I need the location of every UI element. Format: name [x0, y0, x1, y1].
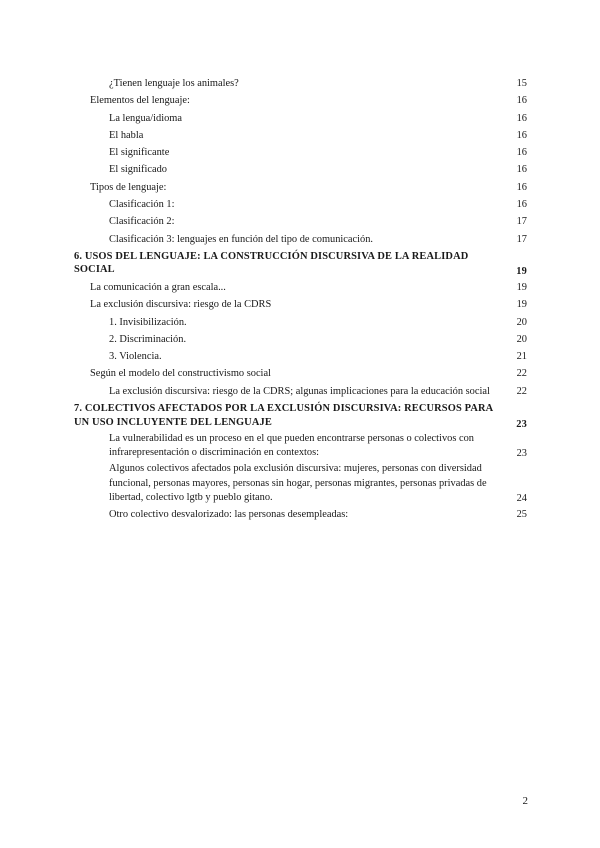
toc-entry-title: La lengua/idioma [109, 112, 182, 124]
toc-entry-page: 19 [516, 266, 527, 278]
toc-entry-page: 25 [516, 509, 527, 521]
toc-entry-page: 15 [516, 78, 527, 89]
toc-entry[interactable] [72, 231, 527, 248]
toc-entry-title: 7. COLECTIVOS AFECTADOS POR LA EXCLUSIÓN DISCURSIVA: RECURSOS PARA UN USO INCLUYENTE DEL LENGUAJE [74, 403, 493, 428]
toc-entry[interactable] [72, 383, 527, 400]
toc-entry-title: El significante [109, 147, 170, 159]
toc-entry-page: 16 [516, 129, 527, 141]
toc-entry[interactable] [72, 431, 527, 461]
toc-entry[interactable] [72, 461, 527, 506]
toc-entry-page: 17 [516, 233, 527, 245]
toc-entry-page: 16 [516, 95, 527, 107]
toc-entry-page: 20 [516, 333, 527, 345]
toc-entry-title: 2. Discriminación. [109, 333, 187, 345]
toc-entry[interactable] [72, 348, 527, 365]
toc-entry-title: La exclusión discursiva: riesgo de la CDRS [90, 299, 272, 311]
toc-entry[interactable] [72, 179, 527, 196]
toc-entry[interactable] [72, 213, 527, 230]
toc-entry-page: 24 [516, 492, 527, 504]
toc-entry[interactable] [72, 331, 527, 348]
toc-entry-title: La vulnerabilidad es un proceso en el que pueden encontrarse personas o colectivos con infrarepresentación o discriminación en contextos: [109, 433, 474, 459]
toc-entry-title: El significado [109, 164, 168, 176]
toc-entry-page: 16 [516, 164, 527, 176]
toc-entry[interactable] [72, 92, 527, 109]
toc-entry-page: 16 [516, 147, 527, 159]
toc-entry-title: Clasificación 3: lenguajes en función del tipo de comunicación. [109, 233, 374, 245]
toc-entry-title: Otro colectivo desvalorizado: las personas desempleadas: [109, 509, 349, 521]
toc-entry[interactable] [72, 127, 527, 144]
toc-entry[interactable] [72, 110, 527, 127]
toc-entry-title: Tipos de lenguaje: [90, 181, 167, 193]
toc-entry[interactable] [72, 506, 527, 523]
toc-entry[interactable] [72, 161, 527, 178]
toc-entry-page: 16 [516, 199, 527, 211]
toc-entry-page: 19 [516, 281, 527, 293]
toc-entry-title: Clasificación 2: [109, 216, 175, 228]
toc-entry[interactable] [72, 314, 527, 331]
toc-entry[interactable] [72, 144, 527, 161]
toc-entry[interactable] [72, 365, 527, 382]
toc-entry-page: 22 [516, 368, 527, 380]
toc-chapter-heading[interactable] [72, 248, 527, 279]
toc-entry-page: 16 [516, 112, 527, 124]
toc-entry[interactable] [72, 296, 527, 313]
toc-entry-title: 3. Violencia. [109, 351, 162, 363]
toc-entry-page: 20 [516, 316, 527, 328]
toc-entry-title: Elementos del lenguaje: [90, 95, 190, 107]
toc-entry-page: 16 [516, 181, 527, 193]
toc-entry[interactable] [72, 196, 527, 213]
table-of-contents [72, 75, 527, 523]
toc-entry-title: El habla [109, 129, 144, 141]
toc-entry-title: Algunos colectivos afectados pola exclusión discursiva: mujeres, personas con diversidad funcional, personas mayores, personas sin hogar, personas migrantes, personas privadas de libertad, colectivo lgtb y pueblo gitano. [109, 463, 487, 503]
toc-entry[interactable] [72, 75, 527, 92]
toc-entry-title: 6. USOS DEL LENGUAJE: LA CONSTRUCCIÓN DISCURSIVA DE LA REALIDAD SOCIAL [74, 250, 469, 276]
toc-entry-title: La comunicación a gran escala... [90, 281, 226, 293]
toc-chapter-heading[interactable] [72, 400, 527, 431]
toc-entry-page: 17 [516, 216, 527, 228]
toc-entry-title: La exclusión discursiva: riesgo de la CDRS; algunas implicaciones para la educación social [109, 385, 490, 397]
toc-entry-page: 23 [516, 418, 527, 430]
toc-entry-page: 19 [516, 299, 527, 311]
toc-entry-title: Según el modelo del constructivismo social [90, 368, 271, 380]
toc-entry-title: ¿Tienen lenguaje los animales? [109, 78, 239, 89]
page-number: 2 [522, 795, 528, 807]
toc-entry[interactable] [72, 279, 527, 296]
toc-entry-page: 23 [516, 448, 527, 460]
toc-entry-title: Clasificación 1: [109, 199, 175, 211]
toc-entry-page: 22 [516, 385, 527, 397]
toc-entry-page: 21 [516, 351, 527, 363]
toc-entry-title: 1. Invisibilización. [109, 316, 187, 328]
